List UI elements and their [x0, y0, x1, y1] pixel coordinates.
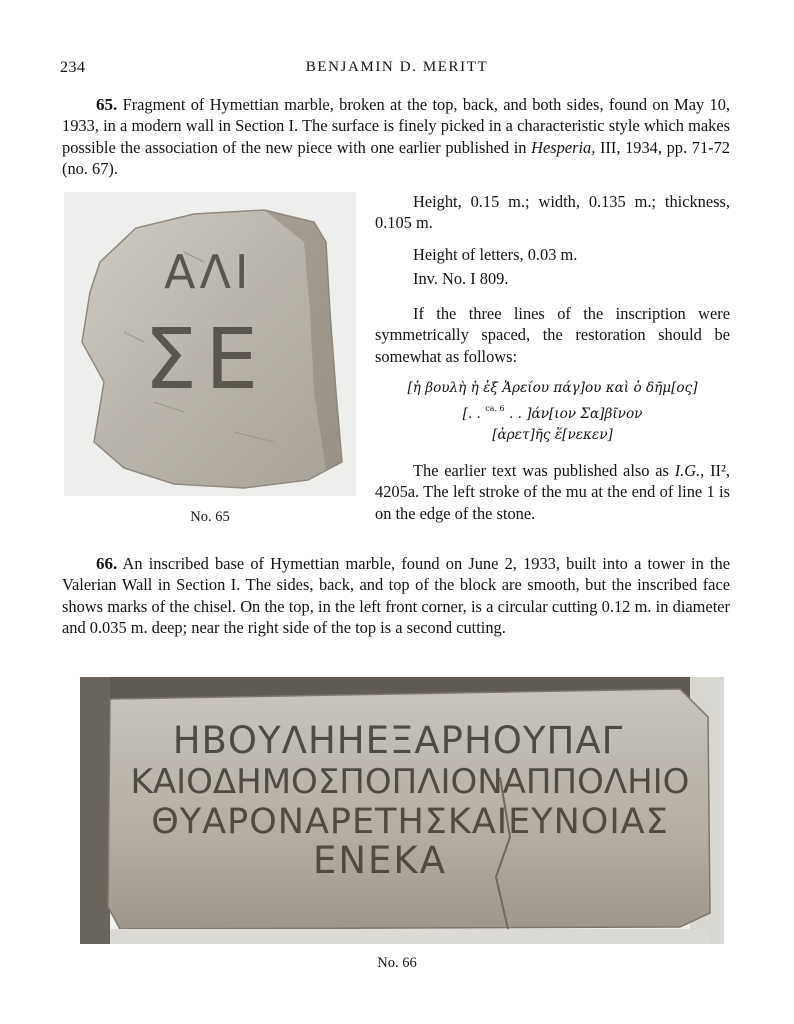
- page-number: 234: [60, 59, 86, 76]
- photo-no-66: [80, 677, 724, 944]
- dimensions-text: Height, 0.15 m.; width, 0.135 m.; thickness, 0.105 m.: [375, 192, 730, 233]
- greek-line-2-start: [. .: [462, 406, 486, 422]
- running-head: BENJAMIN D. MERITT: [305, 59, 489, 75]
- photo-66-caption: No. 66: [377, 955, 417, 971]
- earlier-text-b: II², 4205a. The left stroke of the mu at the end of line 1 is on the edge of the stone.: [375, 461, 730, 523]
- section-66-number: 66.: [96, 554, 118, 573]
- greek-restoration-line-1: [ἡ βουλὴ ἡ ἐξ Ἀρείου πάγ]ου καὶ ὁ δῆμ[ος]: [407, 380, 698, 396]
- greek-restoration-line-2: [375, 404, 730, 422]
- greek-restoration-line-3: [ἀρετ]ῆς ἕ[νεκεν]: [492, 427, 613, 443]
- stone-inscription-line-1: ΗΒΟΥΛΗΗΕΞΑΡΗΟΥΠΑΓ: [172, 719, 624, 762]
- earlier-publication-note: [375, 460, 730, 524]
- restoration-intro: If the three lines of the inscription were symmetrically spaced, the restoration should be somewhat as follows:: [375, 304, 730, 366]
- earlier-text-a: The earlier text was published also as: [413, 461, 675, 480]
- stone-inscription-line-4: ΕΝΕΚΑ: [312, 839, 448, 882]
- stone-inscription-line-3: ΘΥΑΡΟΝΑΡΕΤΗΣΚΑΙΕΥΝΟΙΑΣ: [151, 802, 669, 842]
- section-65-text-after: III, 1934, pp. 71-72 (no. 67).: [62, 137, 730, 178]
- stone-fragment-image: [64, 192, 356, 496]
- section-66-text: An inscribed base of Hymettian marble, found on June 2, 1933, built into a tower in the Valerian Wall in Section I. The sides, back, and top of the block are smooth, but the inscribed face shows marks of the chisel. On the top, in the left front corner, is a circular cutting 0.12 m. in diameter and 0.035 m. deep; near the right side of the top is a second cutting.: [62, 554, 730, 637]
- inventory-number: Inv. No. I 809.: [413, 269, 509, 288]
- section-66-paragraph: [62, 553, 730, 638]
- circa-note: ca. 6: [485, 404, 505, 413]
- section-65-journal: Hesperia,: [531, 137, 596, 157]
- stone-inscription-line-2: ΚΑΙΟΔΗΜΟΣΠΟΠΛΙΟΝΑΠΠΟΛΗΙΟ: [130, 762, 690, 802]
- photo-no-65: [64, 192, 356, 496]
- stone-letters-line-2: ΣΕ: [144, 310, 267, 408]
- greek-line-2-end: . . ]άν[ιον Σα]βῖνον: [504, 406, 643, 422]
- photo-65-caption: No. 65: [190, 509, 230, 525]
- section-65-number: 65.: [96, 95, 118, 114]
- stone-letters-line-1: ΑΛΙ: [164, 245, 253, 299]
- letter-height-text: Height of letters, 0.03 m.: [413, 245, 578, 264]
- section-65-paragraph: [62, 94, 730, 179]
- inscribed-base-image: [80, 677, 724, 944]
- section-65-text-before: Fragment of Hymettian marble, broken at the top, back, and both sides, found on May 10, 1933, in a modern wall in Section I. The surface is finely picked in a characteristic style which makes possible the association of the new piece with one earlier published in: [62, 95, 730, 157]
- ig-reference: I.G.,: [674, 461, 705, 480]
